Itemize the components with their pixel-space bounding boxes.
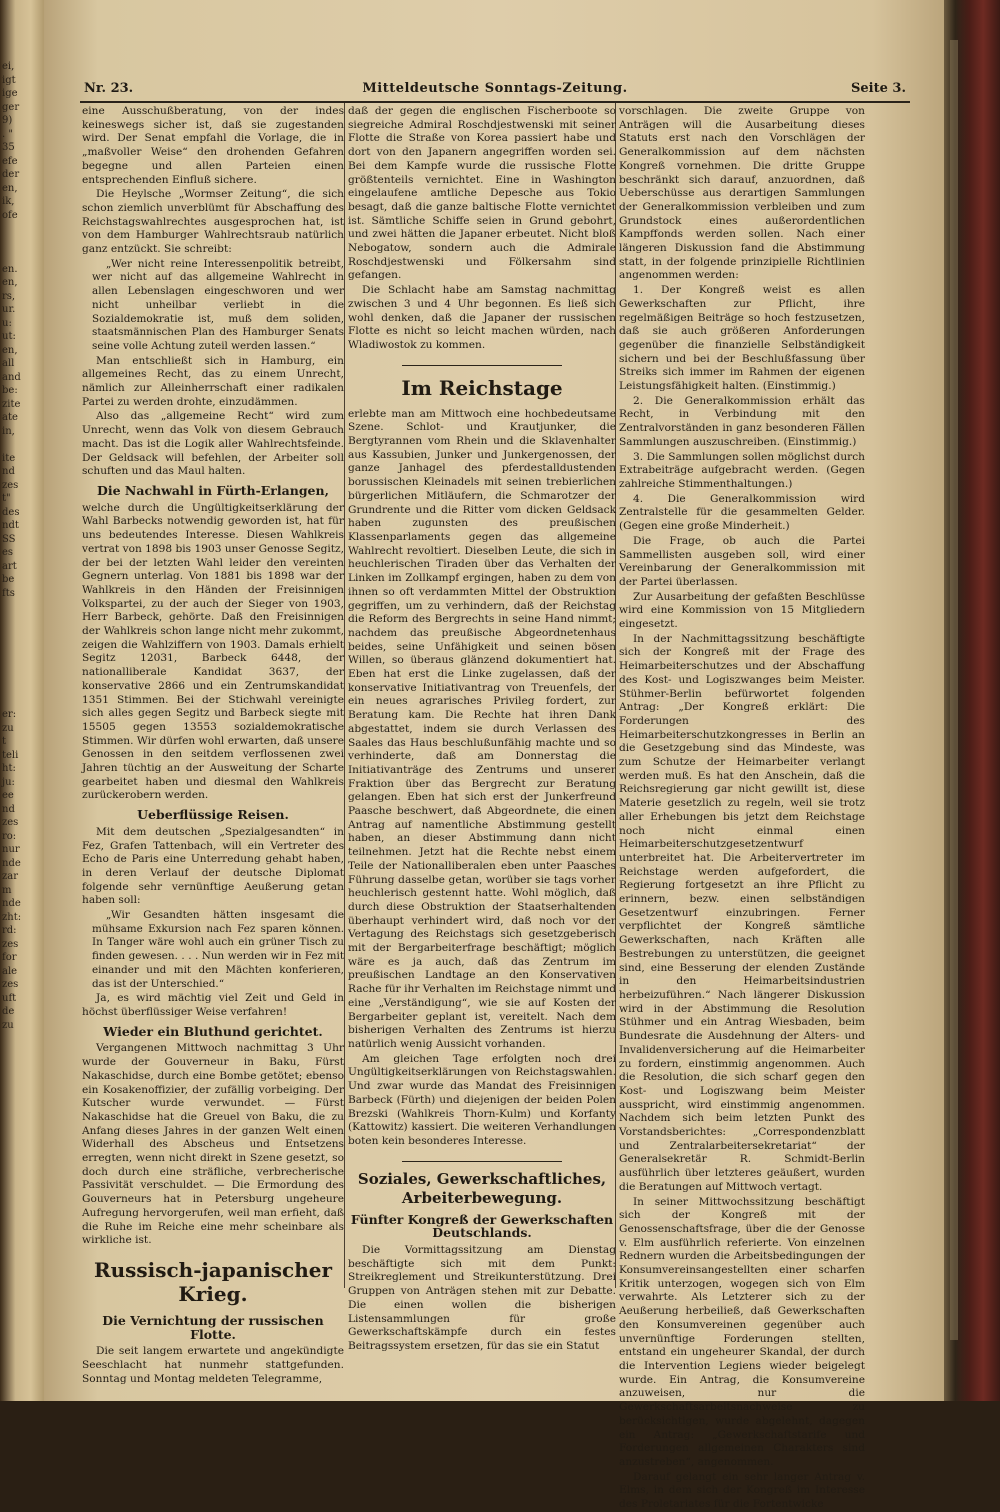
- header-rule: [80, 101, 910, 103]
- paragraph: erlebte man am Mittwoch eine hochbedeutsame Szene. Schlot- und Krautjunker, die Bergtyrannen vom Rhein und die Sklavenhalter aus Kassubien, Junker und Junkergenossen, der ganze Janhagel des pferdestalldustenden borussischen Kleinadels mit seinen trebierlichen bürgerlichen Mitläufern, die Schmarotzer der Grundrente und die Ritter vom dicken Geldsack haben zugunsten des preußischen Klassenparlaments gegen das allgemeine Wahlrecht revoltiert. Dieselben Leute, die sich in heuchlerischen Tiraden über das Verhalten der Linken im Zollkampf ergingen, haben zu dem von ihnen so oft verdammten Mittel der Obstruktion gegriffen, um zu verhindern, daß der Reichstag die Reform des Bergrechts in seine Hand nimmt; nachdem das preußische Abgeordnetenhaus beides, seine Unfähigkeit und seinen bösen Willen, so überaus glänzend dokumentiert hat. Eben hat erst die Linke zugelassen, daß der konservative Initiativantrag von Treuenfels, der ein neues agrarisches Privileg fordert, zur Beratung kam. Die Rechte hat ihren Dank abgestattet, indem sie durch Verlassen des Saales das Haus beschlußunfähig machte und so verhinderte, daß am Donnerstag die Initiativanträge des Zentrums und unserer Fraktion über das Bergrecht zur Beratung gelangen. Eben hat sich erst der Junkerfreund Paasche beschwert, daß Abgeordnete, die einen Antrag auf namentliche Abstimmung gestellt haben, an dieser Abstimmung dann nicht teilnehmen. Jetzt hat die Rechte nebst einem Teile der Nationalliberalen eben unter Paasches Führung dasselbe getan, worüber sie tags vorher heuchlerisch gestennt hatte. Wohl möglich, daß durch diese Obstruktion der Staatserhaltenden überhaupt verhindert wird, daß noch vor der Vertagung des Reichstags sich gesetzgeberisch mit der Bergarbeiterfrage beschäftigt; möglich wäre es ja auch, daß das Zentrum im preußischen Landtage an den Konservativen Rache für ihr Verhalten im Reichstage nimmt und eine „Verständigung“, wie sie auf Kosten der Bergarbeiter geplant ist, vereitelt. Nach dem bisherigen Verhalten des Zentrums ist hierzu natürlich wenig Aussicht vorhanden.: [348, 407, 616, 1050]
- page-header: [84, 78, 906, 100]
- section-rule: [402, 1161, 563, 1162]
- book-cover-edge-right: [944, 0, 1000, 1401]
- column-divider: [344, 103, 345, 1288]
- adjacent-page-text-fragments: ei, igt ige ger 9) . " 35 efe der en, ik, ofe en. en, rs, ur. u: ut: en, all and be: zite ate in, ite nd zes t" des ndt SS es art be fts er: zu t teli ht: ju: ee nd zes ro: nur nde zar m nde zht: rd: zes for ale zes uft de zu: [2, 61, 22, 1031]
- paragraph: Man entschließt sich in Hamburg, ein allgemeines Recht, das zu einem Unrecht, nämlich zur Alleinherrschaft einer radikalen Partei zu werden drohte, einzudämmen.: [82, 354, 344, 408]
- paragraph: daß der gegen die englischen Fischerboote so siegreiche Admiral Roschdjestwenski mit seiner Flotte die Straße von Korea passiert habe und dort von den Japanern angegriffen worden sei. Bei dem Kampfe wurde die russische Flotte größtenteils vernichtet. Eine in Washington eingelaufene amtliche Depesche aus Tokio besagt, daß die ganze baltische Flotte vernichtet ist. Sämtliche Schiffe seien in Grund gebohrt, und zwei hätten die Japaner erbeutet. Nicht bloß Nebogatow, sondern auch die Admirale Roschdjestwenski und Fölkersahm sind gefangen.: [348, 105, 616, 282]
- list-item: 1. Der Kongreß weist es allen Gewerkschaften zur Pflicht, ihre regelmäßigen Beiträge so hoch festzusetzen, daß sie auch größeren Anforderungen gegenüber die finanzielle Selbständigkeit sichern und bei der Beschlußfassung über Streiks sich immer im Rahmen der eigenen Leistungsfähigkeit halten. (Einstimmig.): [619, 284, 865, 393]
- paragraph: Die Heylsche „Wormser Zeitung“, die sich schon ziemlich unverblümt für Abschaffung des Reichstagswahlrechtes ausgesprochen hat, ist von dem Hamburger Wahlrechtsraub natürlich ganz entzückt. Sie schreibt:: [82, 188, 344, 256]
- section-heading: Die Vernichtung der russischen Flotte.: [102, 1312, 324, 1342]
- major-heading: Russisch-japanischer Krieg.: [93, 1257, 333, 1306]
- major-heading: Soziales, Gewerkschaftliches, Arbeiterbewegung.: [357, 1169, 607, 1207]
- paragraph: Am gleichen Tage erfolgten noch drei Ungültigkeitserklärungen von Reichstagswahlen. Und zwar wurde das Mandat des Freisinnigen Barbeck (Fürth) und diejenigen der beiden Polen Brezski (Wahlkreis Thorn-Kulm) und Korfanty (Kattowitz) kassiert. Die weiteren Verhandlungen boten kein besonderes Interesse.: [348, 1052, 616, 1147]
- major-heading: Im Reichstage: [401, 375, 563, 400]
- paragraph: Vergangenen Mittwoch nachmittag 3 Uhr wurde der Gouverneur in Baku, Fürst Nakaschidse, durch eine Bombe getötet; ebenso ein Kosakenoffizier, der zufällig vorbeiging. Der Kutscher wurde verwundet. — Fürst Nakaschidse hat die Greuel von Baku, die zu Anfang dieses Jahres in der ganzen Welt einen Widerhall des Abscheus und Entsetzens erregten, wenn nicht direkt in Szene gesetzt, so doch durch eine sträfliche, verbrecherische Passivität verschuldet. — Die Ermordung des Gouverneurs hat in Petersburg ungeheure Aufregung hervorgerufen, weil man erfieht, daß die Ruhe im Reiche eine mehr scheinbare als wirkliche ist.: [82, 1042, 344, 1247]
- column-2: [348, 105, 616, 1352]
- paragraph: Ja, es wird mächtig viel Zeit und Geld in höchst überflüssiger Weise verfahren!: [82, 992, 344, 1018]
- paragraph: welche durch die Ungültigkeitserklärung der Wahl Barbecks notwendig geworden ist, hat für uns bedeutendes Interesse. Diesen Wahlkreis vertrat von 1898 bis 1903 unser Genosse Segitz, der bei der letzten Wahl leider den vereinten Gegnern unterlag. Von 1881 bis 1898 war der Wahlkreis in den Händen der Freisinnigen Volkspartei, zu der auch der Sieger von 1903, Herr Barbeck, gehörte. Daß den Freisinnigen der Wahlkreis schon lange nicht mehr zukommt, zeigen die Wahlziffern von 1903. Damals erhielt Segitz 12031, Barbeck 6448, der nationalliberale Kandidat 3637, der konservative 2866 und ein Zentrumskandidat 1351 Stimmen. Bei der Stichwahl vereinigte sich alles gegen Segitz und Barbeck siegte mit 15505 gegen 13553 sozialdemokratische Stimmen. Wir dürfen wohl erwarten, daß unsere Genossen in den seitdem verflossenen zwei Jahren tüchtig an der Ausweitung der Scharte gearbeitet haben und diesmal den Wahlkreis zurückerobern werden.: [82, 501, 344, 802]
- section-heading: Die Nachwahl in Fürth-Erlangen,: [97, 482, 329, 498]
- paragraph: Die Frage, ob auch die Partei Sammellisten ausgeben soll, wird einer Vereinbarung der Generalkommission mit der Partei überlassen.: [619, 534, 865, 588]
- column-1: [82, 105, 344, 1385]
- paragraph: Also das „allgemeine Recht“ wird zum Unrecht, wenn das Volk von diesem Gebrauch macht. Das ist die Logik aller Wahlrechtsfeinde. Der Geldsack will befehlen, der Arbeiter soll schuften und das Maul halten.: [82, 410, 344, 478]
- column-3: [619, 105, 865, 1511]
- book-binding-left: [0, 0, 44, 1401]
- paragraph: Mit dem deutschen „Spezialgesandten“ in Fez, Grafen Tattenbach, will ein Vertreter des Echo de Paris eine Unterredung gehabt haben, in deren Verlauf der deutsche Diplomat folgende sehr vernünftige Aeußerung getan haben soll:: [82, 825, 344, 907]
- list-item: 4. Die Generalkommission wird Zentralstelle für die gesammelten Gelder. (Gegen eine große Minderheit.): [619, 492, 865, 533]
- masthead-title: Mitteldeutsche Sonntags-Zeitung.: [362, 81, 628, 96]
- paragraph: In der Nachmittagssitzung beschäftigte sich der Kongreß mit der Frage des Heimarbeiterschutzes und der Abschaffung des Kost- und Logiszwanges beim Meister. Stühmer-Berlin befürwortet folgenden Antrag: „Der Kongreß erklärt: Die Forderungen des Heimarbeiterschutzkongresses in Berlin an die Gesetzgebung sind das Mindeste, was zum Schutze der Heimarbeiter verlangt werden muß. Es hat den Anschein, daß die Reichsregierung gar nicht gewillt ist, diese Materie gesetzlich zu regeln, weil sie trotz aller Erhebungen bis jetzt dem Reichstage noch nicht einmal einen Heimarbeiterschutzgesetzentwurf unterbreitet hat. Die Arbeitervertreter im Reichstage werden aufgefordert, die Regierung fortgesetzt an ihre Pflicht zu erinnern, bezw. einen selbständigen Gesetzentwurf einzubringen. Ferner verpflichtet der Kongreß sämtliche Gewerkschaften, nach Kräften alle Bestrebungen zu unterstützen, die geeignet sind, eine Besserung der elenden Zustände in den Heimarbeitsindustrien herbeizuführen.“ Nach längerer Diskussion wird in der Abstimmung die Resolution Stühmer und ein Antrag Wiesbaden, beim Bundesrate die Ausdehnung der Alters- und Invalidenversicherung auf die Heimarbeiter zu fordern, einstimmig angenommen. Auch die Resolution, die sich scharf gegen den Kost- und Logiszwang beim Meister ausspricht, wird einstimmig angenommen. Nachdem sich beim letzten Punkt des Vorstandsberichtes: „Correspondenzblatt und Zentralarbeitersekretariat“ der Generalsekretär R. Schmidt-Berlin ausführlich über letzteres geäußert, wurden die Beratungen auf Mittwoch vertagt.: [619, 632, 865, 1193]
- list-item: 3. Die Sammlungen sollen möglichst durch Extrabeiträge aufgebracht werden. (Gegen zahlreiche Stimmenthaltungen.): [619, 450, 865, 490]
- list-item: 2. Die Generalkommission erhält das Recht, in Verbindung mit den Zentralvorständen in ganz besonderen Fällen Sammlungen auszuschreiben. (Einstimmig.): [619, 394, 865, 448]
- section-heading: Ueberflüssige Reisen.: [137, 807, 289, 823]
- section-heading: Fünfter Kongreß der Gewerkschaften Deutschlands.: [350, 1211, 614, 1241]
- section-rule: [402, 365, 563, 366]
- quotation: „Wer nicht reine Interessenpolitik betreibt, wer nicht auf das allgemeine Wahlrecht in allen Lebenslagen eingeschworen und wer nicht unheilbar verliebt in die Sozialdemokratie ist, muß dem soliden, staatsmännischen Plan des Hamburger Senats seine volle Achtung zuteil werden lassen.“: [92, 257, 344, 352]
- paragraph: eine Ausschußberatung, von der indes keineswegs sicher ist, daß sie zugestanden wird. Der Senat empfahl die Vorlage, die in „maßvoller Weise“ den drohenden Gefahren begegne und allen Parteien einen entsprechenden Einfluß sichere.: [82, 105, 344, 186]
- section-heading: Wieder ein Bluthund gerichtet.: [103, 1023, 323, 1039]
- paragraph: Die Vormittagssitzung am Dienstag beschäftigte sich mit dem Punkt: Streikreglement und Streikunterstützung. Drei Gruppen von Anträgen stehen mit zur Debatte. Die einen wollen die bisherigen Listensammlungen für große Gewerkschaftskämpfe durch ein festes Beitragssystem ersetzen, für das sie ein Statut: [348, 1244, 616, 1352]
- page-number: Seite 3.: [851, 81, 906, 96]
- paragraph: Zur Ausarbeitung der gefaßten Beschlüsse wird eine Kommission von 15 Mitgliedern eingesetzt.: [619, 590, 865, 631]
- paragraph: vorschlagen. Die zweite Gruppe von Anträgen will die Ausarbeitung dieses Statuts erst nach den Vorschlägen der Generalkommission auf dem nächsten Kongreß vornehmen. Die dritte Gruppe beschränkt sich darauf, anzuordnen, daß Ueberschüsse aus derartigen Sammlungen der Generalkommission verbleiben und zum Grundstock eines außerordentlichen Kampffonds werden sollen. Nach einer längeren Diskussion fand die Abstimmung statt, in der folgende prinzipielle Richtlinien angenommen werden:: [619, 105, 865, 282]
- issue-number: Nr. 23.: [84, 81, 134, 96]
- quotation: „Wir Gesandten hätten insgesamt die mühsame Exkursion nach Fez sparen können. In Tanger wäre wohl auch ein grüner Tisch zu finden gewesen. . . . Nun werden wir in Fez mit einander und mit den Mächten konferieren, das ist der Unterschied.“: [92, 909, 344, 990]
- paragraph: Die Schlacht habe am Samstag nachmittag zwischen 3 und 4 Uhr begonnen. Es ließ sich wohl denken, daß die Japaner der russischen Flotte es nicht so leicht machen würden, nach Wladiwostok zu kommen.: [348, 284, 616, 351]
- paragraph: In seiner Mittwochssitzung beschäftigt sich der Kongreß mit der Genossenschaftsfrage, über die der Genosse v. Elm ausführlich referierte. Von einzelnen Rednern wurden die Arbeitsbedingungen der Konsumvereinsangestellten einer scharfen Kritik unterzogen, wogegen sich von Elm verwahrte. Als Letzterer sich zu der Aeußerung herbeiließ, daß Gewerkschaften den Konsumvereinen gegenüber auch unvernünftige Forderungen stellten, entstand ein ungeheurer Skandal, der durch die Intervention Legiens wieder beigelegt wurde. Ein Antrag, die Konsumvereine anzuweisen, nur die Gewerkschaftsarbeitsnachweise zu berücksichtigen, wurde abgelehnt, dagegen ein Antrag: „Gewerkschaftstarife und Forderungen allgemeinen Charakters sind anzustreben“, angenommen.: [619, 1195, 865, 1468]
- paragraph: Die seit langem erwartete und angekündigte Seeschlacht hat nunmehr stattgefunden. Sonntag und Montag meldeten Telegramme,: [82, 1345, 344, 1385]
- paragraph: Darauf gelangt ein sehr langer Antrag v. Elms, in dem sich der Kongreß im Interesse des Proletariates für die Fortentwicke: [619, 1470, 865, 1511]
